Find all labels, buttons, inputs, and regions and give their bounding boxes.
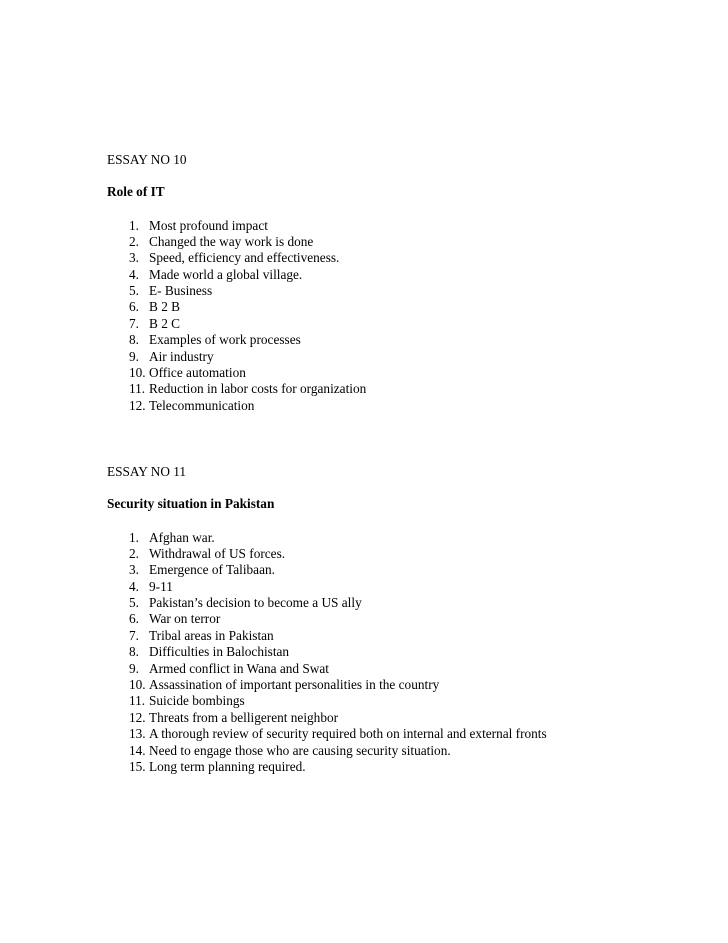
list-item-text: Reduction in labor costs for organization bbox=[149, 381, 367, 397]
list-item bbox=[107, 693, 697, 709]
list-item bbox=[107, 644, 697, 660]
list-item-number: 7. bbox=[129, 627, 139, 643]
essay-section-10 bbox=[107, 152, 697, 414]
list-item-number: 8. bbox=[129, 332, 139, 348]
list-item-text: Assassination of important personalities in the country bbox=[149, 677, 440, 693]
list-item-number: 13. bbox=[129, 726, 146, 742]
list-item-text: Suicide bombings bbox=[149, 693, 245, 709]
list-item bbox=[107, 299, 697, 315]
list-item-text: E- Business bbox=[149, 283, 213, 299]
list-item bbox=[107, 381, 697, 397]
essay-section-11 bbox=[107, 464, 697, 775]
list-item-number: 11. bbox=[129, 381, 146, 397]
list-item-text: Emergence of Talibaan. bbox=[149, 562, 275, 578]
list-item-text: 9-11 bbox=[149, 578, 173, 594]
list-item bbox=[107, 546, 697, 562]
list-item bbox=[107, 250, 697, 266]
list-item bbox=[107, 677, 697, 693]
list-item-number: 5. bbox=[129, 595, 139, 611]
list-item bbox=[107, 530, 697, 546]
list-item-text: Telecommunication bbox=[149, 397, 255, 413]
list-item-number: 5. bbox=[129, 283, 139, 299]
list-item-number: 3. bbox=[129, 562, 139, 578]
list-item-number: 2. bbox=[129, 233, 139, 249]
list-item bbox=[107, 595, 697, 611]
essay-point-list bbox=[107, 218, 697, 415]
list-item bbox=[107, 349, 697, 365]
list-item bbox=[107, 267, 697, 283]
list-item-number: 1. bbox=[129, 217, 139, 233]
list-item-number: 9. bbox=[129, 660, 139, 676]
list-item-text: Long term planning required. bbox=[149, 758, 306, 774]
list-item-text: Pakistan’s decision to become a US ally bbox=[149, 595, 362, 611]
essay-number-heading: ESSAY NO 10 bbox=[107, 152, 187, 167]
list-item-text: War on terror bbox=[149, 611, 221, 627]
list-item-number: 4. bbox=[129, 578, 139, 594]
list-item bbox=[107, 743, 697, 759]
list-item-text: Tribal areas in Pakistan bbox=[149, 627, 274, 643]
list-item-number: 7. bbox=[129, 315, 139, 331]
essay-point-list bbox=[107, 530, 697, 776]
list-item-number: 2. bbox=[129, 545, 139, 561]
list-item-number: 10. bbox=[129, 677, 146, 693]
list-item-text: Changed the way work is done bbox=[149, 233, 314, 249]
list-item-text: Air industry bbox=[149, 348, 214, 364]
list-item bbox=[107, 579, 697, 595]
list-item-number: 15. bbox=[129, 758, 146, 774]
essay-number-heading: ESSAY NO 11 bbox=[107, 464, 187, 479]
list-item-text: Difficulties in Balochistan bbox=[149, 644, 290, 660]
list-item-number: 10. bbox=[129, 365, 146, 381]
list-item-text: Most profound impact bbox=[149, 217, 268, 233]
list-item bbox=[107, 611, 697, 627]
list-item-number: 9. bbox=[129, 348, 139, 364]
list-item-number: 12. bbox=[129, 397, 146, 413]
list-item-number: 6. bbox=[129, 611, 139, 627]
list-item-text: Examples of work processes bbox=[149, 332, 301, 348]
list-item-number: 12. bbox=[129, 709, 146, 725]
list-item bbox=[107, 710, 697, 726]
list-item-number: 14. bbox=[129, 742, 146, 758]
list-item-text: Withdrawal of US forces. bbox=[149, 545, 286, 561]
list-item bbox=[107, 234, 697, 250]
essay-title: Role of IT bbox=[107, 183, 165, 199]
list-item bbox=[107, 316, 697, 332]
list-item-text: Armed conflict in Wana and Swat bbox=[149, 660, 329, 676]
list-item bbox=[107, 759, 697, 775]
essay-title: Security situation in Pakistan bbox=[107, 495, 275, 511]
list-item-text: B 2 B bbox=[149, 299, 181, 315]
list-item-text: Office automation bbox=[149, 365, 246, 381]
list-item bbox=[107, 218, 697, 234]
list-item bbox=[107, 283, 697, 299]
list-item-text: Made world a global village. bbox=[149, 266, 303, 282]
list-item-text: A thorough review of security required both on internal and external fronts bbox=[149, 726, 547, 742]
list-item-text: Speed, efficiency and effectiveness. bbox=[149, 250, 340, 266]
list-item bbox=[107, 332, 697, 348]
list-item bbox=[107, 628, 697, 644]
list-item bbox=[107, 661, 697, 677]
list-item-text: Need to engage those who are causing security situation. bbox=[149, 742, 451, 758]
list-item-number: 6. bbox=[129, 299, 139, 315]
list-item-number: 4. bbox=[129, 266, 139, 282]
list-item bbox=[107, 726, 697, 742]
list-item-number: 11. bbox=[129, 693, 146, 709]
list-item-number: 3. bbox=[129, 250, 139, 266]
list-item-number: 1. bbox=[129, 529, 139, 545]
list-item bbox=[107, 365, 697, 381]
list-item-text: B 2 C bbox=[149, 315, 181, 331]
list-item-number: 8. bbox=[129, 644, 139, 660]
list-item-text: Afghan war. bbox=[149, 529, 215, 545]
list-item-text: Threats from a belligerent neighbor bbox=[149, 709, 339, 725]
list-item bbox=[107, 398, 697, 414]
list-item bbox=[107, 562, 697, 578]
